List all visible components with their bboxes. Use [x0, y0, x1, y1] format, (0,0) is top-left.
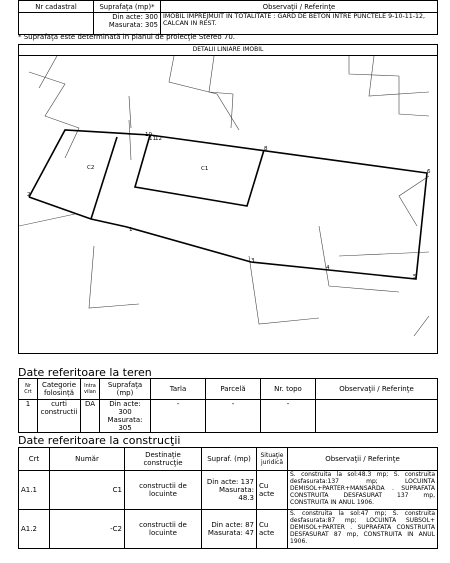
constr-cell-situatie: Cu acte: [257, 510, 288, 549]
constr-cell-suprafata: [202, 471, 257, 510]
teren-row: [19, 400, 438, 433]
constructii-row: [19, 471, 438, 510]
teren-header-nr-topo: Nr. topo: [261, 379, 316, 400]
teren-suprafata-masurata: Masurata: 305: [107, 416, 143, 432]
suprafata-masurata: Masurata: 305: [108, 21, 158, 29]
parcel-plan: [19, 56, 437, 353]
constr-header-suprafata: Supraf. (mp): [202, 448, 257, 471]
label-1: 1: [129, 227, 133, 233]
neighbor-lines: [19, 56, 429, 336]
teren-header-nr: Nr Crt: [19, 379, 38, 400]
header-observatii: Observaţii / Referinţe: [161, 1, 438, 13]
constr-header-destinatie: Destinaţie construcţie: [125, 448, 202, 471]
footnote: * Suprafaţa este determinată in planul de proiecţie Stereo 70.: [18, 33, 236, 41]
teren-header-row: [19, 379, 438, 400]
teren-cell-intravilan: DA: [81, 400, 100, 433]
label-8: 8: [264, 146, 268, 152]
label-2: 2: [27, 192, 31, 198]
constructii-section-title: Date referitoare la construcţii: [18, 434, 181, 447]
constr-cell-suprafata: [202, 510, 257, 549]
teren-cell-observatii: [316, 400, 438, 433]
cell-observatii: IMOBIL IMPREJMUIT IN TOTALITATE : GARD DE BETON INTRE PUNCTELE 9-10-11-12, CALCAN IN REST.: [161, 13, 438, 35]
teren-header-categorie: Categorie folosință: [38, 379, 81, 400]
label-6: 6: [427, 169, 431, 175]
label-c2: C2: [87, 165, 95, 171]
teren-cell-tarla: -: [151, 400, 206, 433]
teren-cell-nr-topo: -: [261, 400, 316, 433]
teren-cell-suprafata: [100, 400, 151, 433]
cadastral-table: [18, 0, 438, 35]
suprafata-acte: Din acte: 300: [112, 13, 158, 21]
constr-header-crt: Crt: [19, 448, 50, 471]
constr-suprafata-acte: Din acte: 87: [211, 521, 254, 529]
parcel-boundary: [29, 130, 427, 279]
map-title: DETALII LINIARE IMOBIL: [19, 45, 437, 56]
constr-cell-situatie: Cu acte: [257, 471, 288, 510]
constructii-row: [19, 510, 438, 549]
constr-suprafata-acte: Din acte: 137: [206, 478, 254, 486]
constr-cell-numar: -C2: [50, 510, 125, 549]
label-12: 12: [155, 136, 162, 142]
teren-header-observatii: Observaţii / Referinţe: [316, 379, 438, 400]
constr-header-situatie: Situaţie juridică: [257, 448, 288, 471]
teren-header-suprafata: Suprafaţa (mp): [100, 379, 151, 400]
constr-cell-observatii: S. construita la sol:47 mp; S. construita desfasurata:87 mp; LOCUINTA SUBSOL+ DEMISOL+PARTER . SUPRAFATA CONSTRUITA DESFASURAT 87 mp, CONSTRUITA IN ANUL 1906.: [288, 510, 438, 549]
constr-suprafata-masurata: Masurata: 48.3: [219, 486, 254, 502]
teren-suprafata-acte: Din acte: 300: [109, 400, 141, 416]
teren-header-intravilan: Intra vilan: [81, 379, 100, 400]
label-c1: C1: [201, 166, 209, 172]
cell-suprafata: [94, 13, 161, 35]
cadastral-row: [19, 13, 438, 35]
teren-cell-nr: 1: [19, 400, 38, 433]
constr-header-observatii: Observaţii / Referinţe: [288, 448, 438, 471]
header-suprafata: Suprafaţa (mp)*: [94, 1, 161, 13]
teren-header-parcela: Parcelă: [206, 379, 261, 400]
teren-cell-parcela: -: [206, 400, 261, 433]
cell-nr-cadastral: [19, 13, 94, 35]
label-10: 10: [145, 132, 152, 138]
label-3: 3: [251, 258, 255, 264]
label-11: 11: [149, 136, 156, 142]
constructii-header-row: [19, 448, 438, 471]
teren-table: [18, 378, 438, 433]
constr-header-numar: Număr: [50, 448, 125, 471]
constr-cell-numar: C1: [50, 471, 125, 510]
teren-section-title: Date referitoare la teren: [18, 366, 152, 379]
constr-cell-crt: A1.1: [19, 471, 50, 510]
teren-header-tarla: Tarla: [151, 379, 206, 400]
header-nr-cadastral: Nr cadastral: [19, 1, 94, 13]
constr-cell-observatii: S. construita la sol:48.3 mp; S. construita desfasurata:137 mp; LOCUINTA DEMISOL+PARTER+MANSARDA . SUPRAFATA CONSTRUITA DESFASURAT 137 mp, CONSTRUITA IN ANUL 1906.: [288, 471, 438, 510]
constr-cell-destinatie: constructii de locuinte: [125, 510, 202, 549]
label-4: 4: [326, 265, 330, 271]
teren-cell-categorie: curti constructii: [38, 400, 81, 433]
cadastral-header-row: [19, 1, 438, 13]
constr-cell-crt: A1.2: [19, 510, 50, 549]
map-panel: [18, 44, 438, 354]
constructii-table: [18, 447, 438, 549]
constr-cell-destinatie: constructii de locuinte: [125, 471, 202, 510]
plan-labels: [27, 132, 431, 280]
label-5: 5: [413, 274, 417, 280]
constr-suprafata-masurata: Masurata: 47: [207, 529, 254, 537]
